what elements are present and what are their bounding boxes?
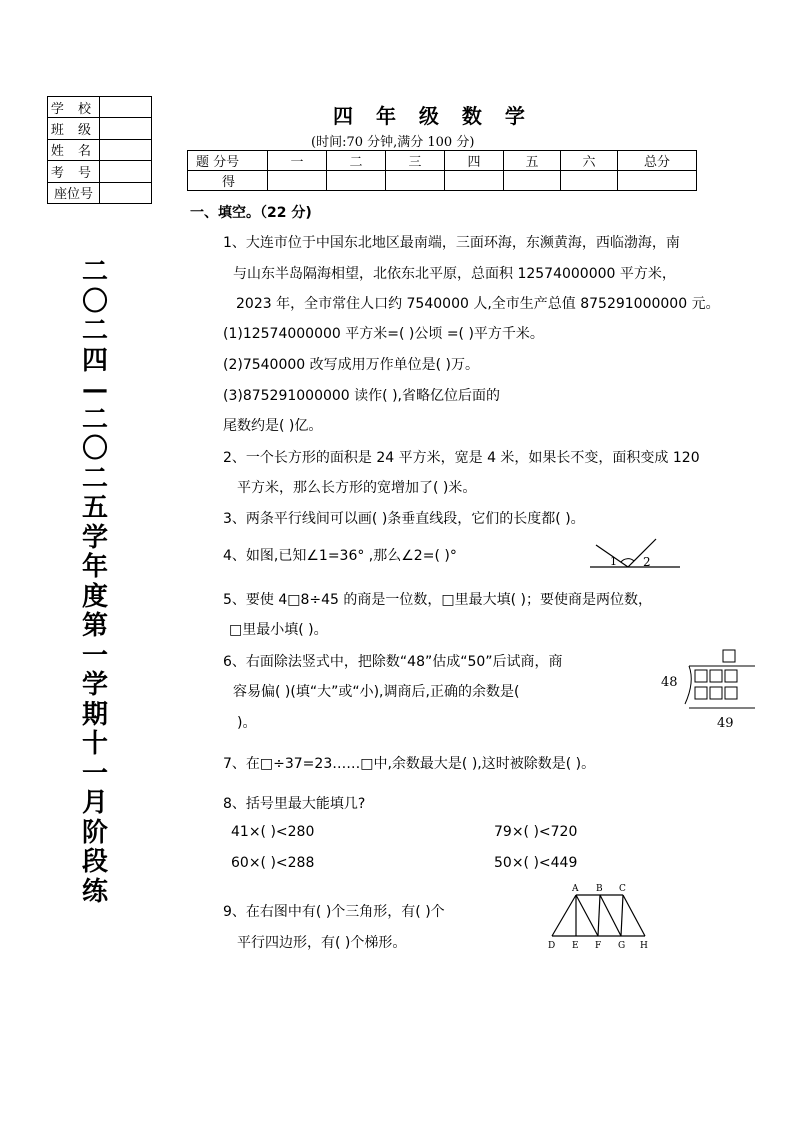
question-1-part-2: (2)7540000 改写成用万作单位是( )万。 <box>223 357 480 373</box>
vertex-label-e: E <box>572 941 579 951</box>
question-8-item-3: 60×( )<288 <box>231 855 315 871</box>
info-label-school: 学 校 <box>48 97 100 118</box>
exam-number-field[interactable] <box>100 161 152 182</box>
question-9-line-1: 9、在右图中有( )个三角形，有( )个 <box>223 904 445 920</box>
quotient-box <box>723 650 735 662</box>
vertex-label-g: G <box>618 941 626 951</box>
question-2-line-1: 2、一个长方形的面积是 24 平方米，宽是 4 米，如果长不变，面积变成 120 <box>223 450 700 466</box>
info-label-name: 姓 名 <box>48 139 100 160</box>
vertical-exam-title: 二 〇 二 四 — 二 〇 二 五 学 年 度 第 一 学 期 十 一 月 阶 段 练 <box>81 257 108 907</box>
score-header-corner: 题 分号 <box>188 151 268 171</box>
score-column-4: 四 <box>445 151 504 171</box>
angle-figure <box>588 535 683 573</box>
score-cell-4[interactable] <box>445 171 504 191</box>
score-column-1: 一 <box>268 151 327 171</box>
score-cell-total[interactable] <box>618 171 697 191</box>
vertex-label-c: C <box>619 884 626 894</box>
score-column-3: 三 <box>386 151 445 171</box>
info-label-exam-number: 考 号 <box>48 161 100 182</box>
score-table <box>187 150 697 191</box>
question-6-line-2: 容易偏( )(填“大”或“小),调商后,正确的余数是( <box>233 684 520 700</box>
score-cell-3[interactable] <box>386 171 445 191</box>
divisor-text: 48 <box>661 675 678 690</box>
score-cell-6[interactable] <box>561 171 618 191</box>
question-2-line-2: 平方米，那么长方形的宽增加了( )米。 <box>237 480 477 496</box>
question-8-item-4: 50×( )<449 <box>494 855 578 871</box>
score-column-total: 总分 <box>618 151 697 171</box>
class-field[interactable] <box>100 118 152 139</box>
vertex-label-a: A <box>572 884 579 894</box>
score-cell-1[interactable] <box>268 171 327 191</box>
question-4: 4、如图,已知∠1=36° ,那么∠2=( )° <box>223 548 457 564</box>
question-9-line-2: 平行四边形，有( )个梯形。 <box>237 935 407 951</box>
vertex-label-b: B <box>596 884 603 894</box>
angle-label-2: 2 <box>643 555 651 569</box>
name-field[interactable] <box>100 139 152 160</box>
question-5-line-1: 5、要使 4□8÷45 的商是一位数，□里最大填( )；要使商是两位数， <box>223 592 652 608</box>
seat-field[interactable] <box>100 182 152 203</box>
score-column-2: 二 <box>327 151 386 171</box>
question-8-item-1: 41×( )<280 <box>231 824 315 840</box>
question-1-line-1: 1、大连市位于中国东北地区最南端，三面环海，东濒黄海，西临渤海，南 <box>223 235 680 251</box>
question-8-item-2: 79×( )<720 <box>494 824 578 840</box>
exam-time-info: (时间:70 分钟,满分 100 分) <box>311 135 475 150</box>
question-1-line-3: 2023 年，全市常住人口约 7540000 人,全市生产总值 875291000000 元。 <box>236 296 720 312</box>
score-column-6: 六 <box>561 151 618 171</box>
question-1-part-3: (3)875291000000 读作( ),省略亿位后面的 <box>223 388 500 404</box>
remainder-text: 49 <box>717 716 734 731</box>
score-column-5: 五 <box>504 151 561 171</box>
angle-label-1: 1 <box>610 555 617 568</box>
question-3: 3、两条平行线间可以画( )条垂直线段，它们的长度都( )。 <box>223 511 585 527</box>
vertex-label-f: F <box>595 941 602 951</box>
info-label-class: 班 级 <box>48 118 100 139</box>
question-6-line-3: )。 <box>237 715 257 731</box>
vertex-label-h: H <box>640 941 648 951</box>
question-1-part-1: (1)12574000000 平方米=( )公顷 =( )平方千米。 <box>223 326 544 342</box>
section-heading-fill-in: 一、填空。（22 分) <box>190 205 312 221</box>
score-cell-5[interactable] <box>504 171 561 191</box>
question-7: 7、在□÷37=23……□中,余数最大是( ),这时被除数是( )。 <box>223 756 596 772</box>
long-division-figure <box>655 646 760 736</box>
trapezoid-figure <box>540 880 655 952</box>
question-1-part-3-cont: 尾数约是( )亿。 <box>223 418 323 434</box>
info-label-seat: 座位号 <box>48 182 100 203</box>
vertex-label-d: D <box>548 941 556 951</box>
score-cell-2[interactable] <box>327 171 386 191</box>
score-row-label: 得 <box>188 171 268 191</box>
page-title: 四 年 级 数 学 <box>333 104 533 128</box>
question-6-line-1: 6、右面除法竖式中，把除数“48”估成“50”后试商，商 <box>223 654 563 670</box>
student-info-table <box>47 96 152 204</box>
question-1-line-2: 与山东半岛隔海相望，北依东北平原，总面积 12574000000 平方米， <box>233 266 676 282</box>
question-8: 8、括号里最大能填几? <box>223 796 366 812</box>
school-field[interactable] <box>100 97 152 118</box>
question-5-line-2: □里最小填( )。 <box>229 622 328 638</box>
